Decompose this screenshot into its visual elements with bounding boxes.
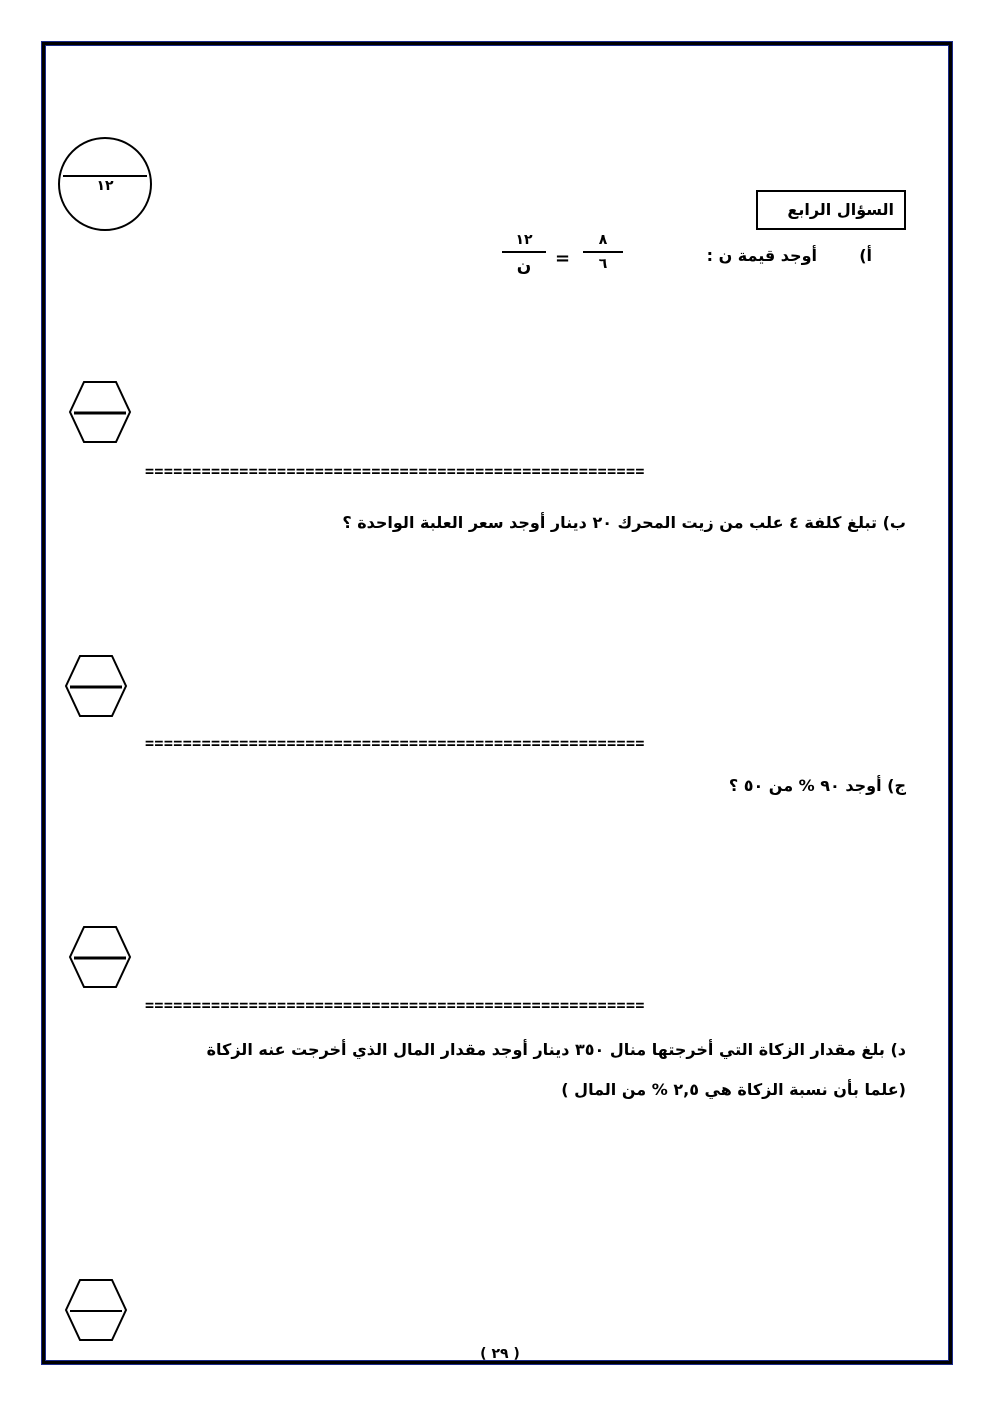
question-a-text: أوجد قيمة ن :: [706, 246, 817, 265]
question-c-text: أوجد ٩٠ % من ٥٠ ؟: [728, 776, 882, 795]
separator: =====================================================: [145, 462, 645, 480]
score-total: ١٢: [96, 178, 114, 194]
question-d-text: بلغ مقدار الزكاة التي أخرجتها منال ٣٥٠ دينار أوجد مقدار المال الذي أخرجت عنه الزكاة: [206, 1040, 885, 1059]
fraction-right: [502, 232, 546, 276]
question-d-note: (علما بأن نسبة الزكاة هي ٢,٥ % من المال ): [561, 1080, 906, 1099]
equals-sign: =: [555, 248, 571, 269]
page-number: ( ٢٩ ): [480, 1346, 520, 1362]
denominator: ٦: [598, 256, 608, 272]
separator: =====================================================: [145, 734, 645, 752]
question-a-label: أ): [859, 246, 872, 265]
numerator: ٨: [598, 232, 608, 248]
question-b-label: ب): [882, 513, 906, 532]
section-title: السؤال الرابع: [756, 190, 906, 230]
score-hexagon: [68, 380, 132, 444]
score-hexagon: [64, 654, 128, 718]
score-hexagon: [68, 925, 132, 989]
question-c: [729, 776, 906, 795]
question-b-text: تبلغ كلفة ٤ علب من زيت المحرك ٢٠ دينار أوجد سعر العلبة الواحدة ؟: [342, 513, 878, 532]
question-d-label: د): [890, 1040, 906, 1059]
separator: =====================================================: [145, 996, 645, 1014]
denominator: ن: [516, 256, 532, 276]
question-c-label: ج): [887, 776, 906, 795]
score-hexagon: [64, 1278, 128, 1342]
fraction-left: [583, 232, 623, 272]
numerator: ١٢: [515, 232, 533, 248]
page-border: [42, 42, 952, 1364]
question-b: [342, 513, 906, 532]
question-d: [207, 1040, 906, 1059]
